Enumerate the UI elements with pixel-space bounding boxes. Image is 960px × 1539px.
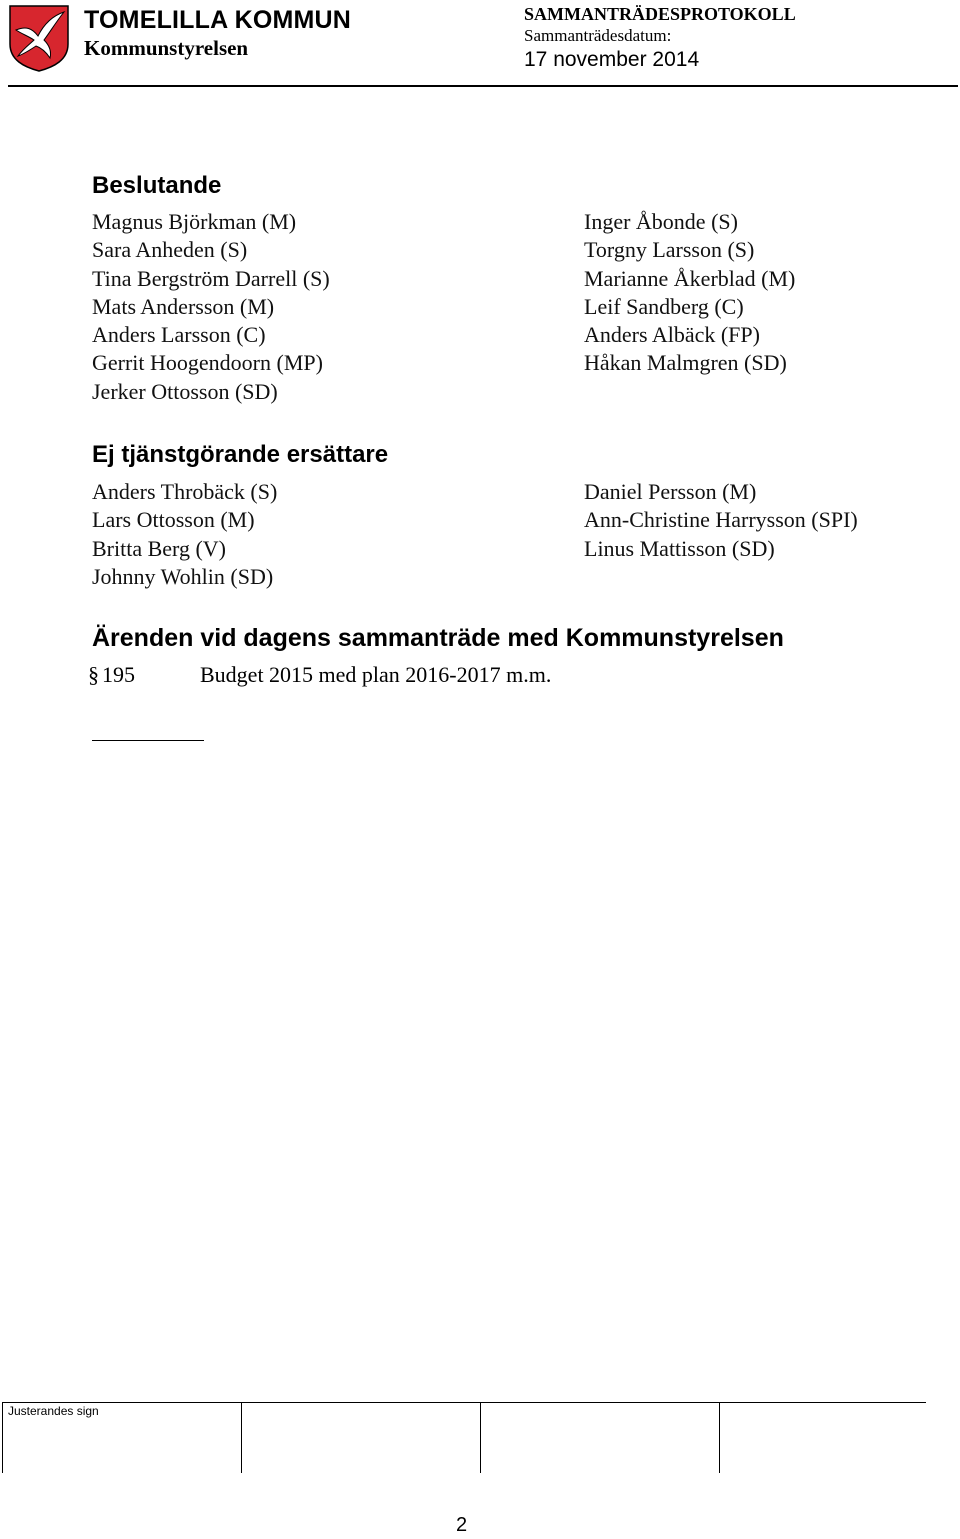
ersattare-left-list (92, 478, 277, 591)
case-number: 195 (102, 662, 135, 687)
signature-label: Justerandes sign (8, 1404, 99, 1418)
document-type: SAMMANTRÄDESPROTOKOLL (524, 4, 796, 24)
member-name: Anders Albäck (FP) (584, 322, 760, 348)
case-title: Budget 2015 med plan 2016-2017 m.m. (200, 662, 552, 687)
member-name: Sara Anheden (S) (92, 237, 248, 263)
header-divider (8, 85, 958, 87)
signature-cell (480, 1403, 481, 1473)
substitute-name: Linus Mattisson (SD) (584, 535, 775, 561)
ersattare-heading: Ej tjänstgörande ersättare (92, 441, 389, 468)
substitute-name: Johnny Wohlin (SD) (92, 563, 274, 589)
member-name: Mats Andersson (M) (92, 293, 275, 319)
substitute-name: Britta Berg (V) (92, 535, 227, 561)
member-name: Jerker Ottosson (SD) (92, 378, 278, 404)
substitute-name: Lars Ottosson (M) (92, 507, 255, 533)
member-name: Håkan Malmgren (SD) (584, 350, 787, 376)
footnote-rule (92, 740, 204, 741)
member-name: Magnus Björkman (M) (92, 209, 297, 234)
paragraph-symbol: § (88, 662, 99, 687)
substitute-name: Daniel Persson (M) (584, 479, 757, 504)
substitute-name: Anders Throbäck (S) (92, 479, 278, 504)
page-number: 2 (456, 1514, 468, 1536)
organization-name: TOMELILLA KOMMUN (84, 6, 352, 34)
meeting-date-label: Sammanträdesdatum: (524, 26, 672, 45)
member-name: Leif Sandberg (C) (584, 293, 744, 319)
department-name: Kommunstyrelsen (84, 36, 249, 60)
signature-cell (2, 1403, 3, 1473)
arenden-heading: Ärenden vid dagens sammanträde med Kommunstyrelsen (92, 624, 784, 652)
member-name: Gerrit Hoogendoorn (MP) (92, 350, 323, 376)
substitute-name: Ann-Christine Harrysson (SPI) (584, 507, 858, 533)
member-name: Marianne Åkerblad (M) (584, 265, 796, 291)
signature-cell (241, 1403, 242, 1473)
signature-cell (719, 1403, 720, 1473)
ersattare-right-list (584, 478, 858, 563)
meeting-date: 17 november 2014 (524, 48, 700, 71)
signature-box (2, 1402, 926, 1473)
beslutande-right-list (584, 208, 795, 378)
document-header (0, 0, 960, 88)
member-name: Torgny Larsson (S) (584, 237, 755, 263)
case-item (88, 662, 551, 688)
coat-of-arms-icon (8, 4, 70, 72)
beslutande-heading: Beslutande (92, 172, 222, 199)
beslutande-left-list (92, 208, 330, 406)
member-name: Tina Bergström Darrell (S) (92, 265, 330, 291)
member-name: Anders Larsson (C) (92, 322, 266, 348)
member-name: Inger Åbonde (S) (584, 209, 738, 234)
